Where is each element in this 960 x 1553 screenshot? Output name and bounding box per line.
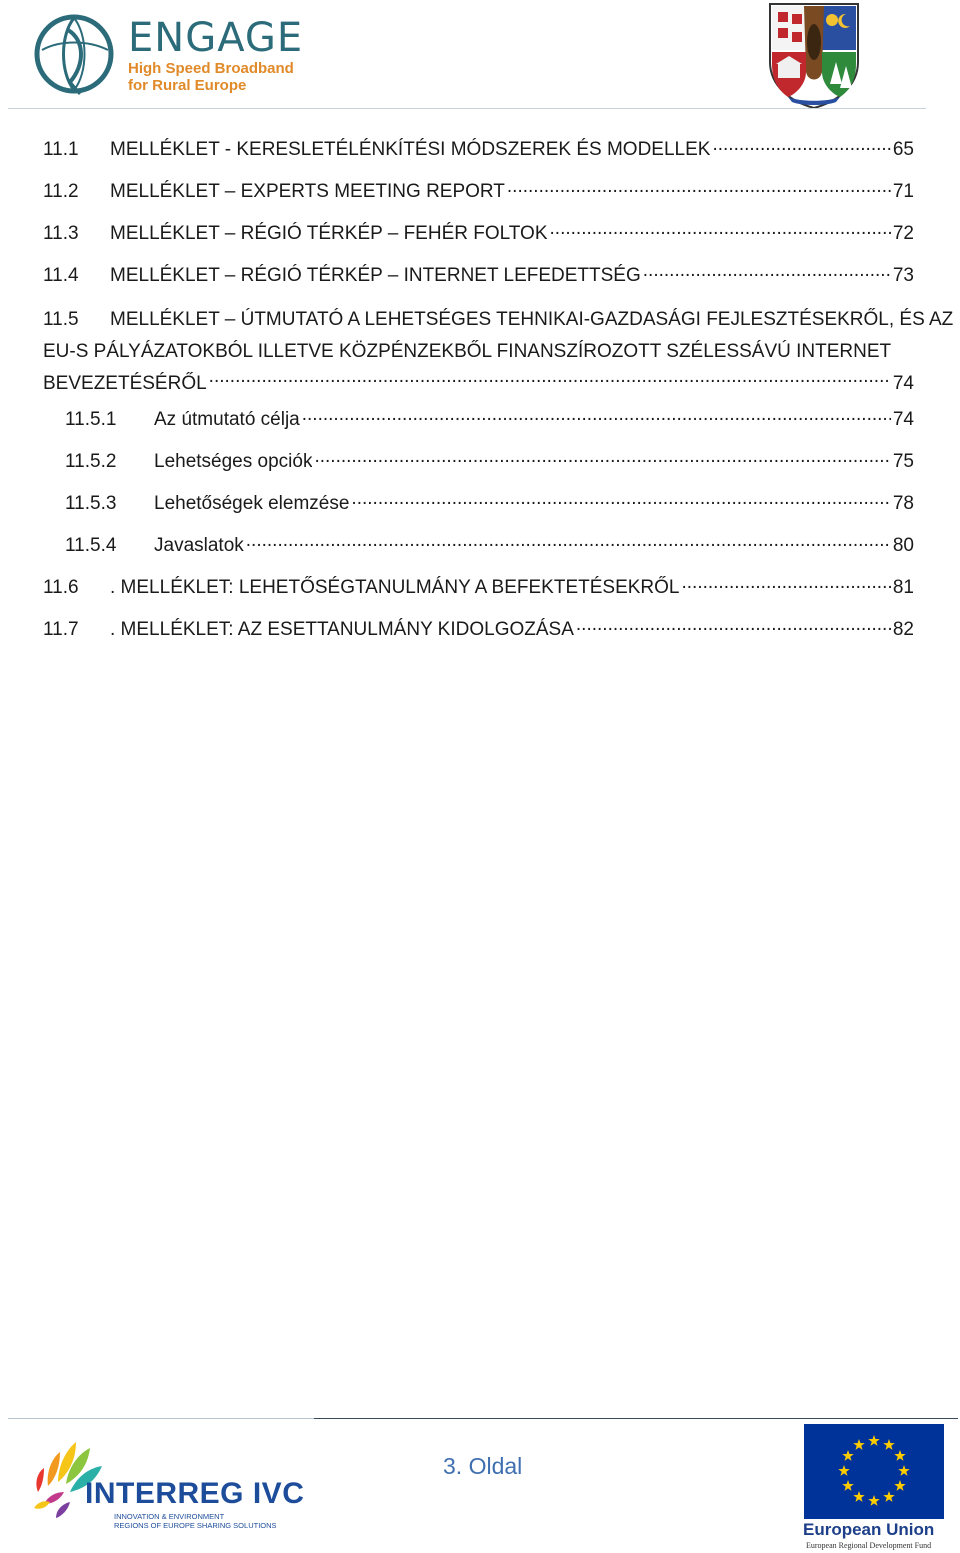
eu-fund-label: European Regional Development Fund [806, 1541, 932, 1550]
page-header [0, 0, 960, 112]
toc-dot-leader [209, 370, 891, 389]
eu-flag-icon [804, 1424, 944, 1519]
toc-number: 11.3 [43, 223, 79, 244]
toc-title: MELLÉKLET – RÉGIÓ TÉRKÉP – FEHÉR FOLTOK [110, 223, 548, 244]
toc-title: Lehetséges opciók [154, 451, 313, 472]
toc-number: 11.7 [43, 619, 79, 640]
engage-tagline-1: High Speed Broadband [128, 60, 294, 77]
toc-entry-11-2[interactable] [43, 178, 914, 220]
toc-dot-leader [302, 406, 891, 425]
toc-entry-11-5-4[interactable] [43, 532, 914, 574]
toc-dot-leader [550, 220, 891, 239]
engage-globe-icon [30, 10, 120, 100]
toc-dot-leader [576, 616, 891, 635]
toc-entry-11-1[interactable] [43, 136, 914, 178]
coat-of-arms-icon [766, 2, 862, 110]
interreg-subtitle [114, 1512, 277, 1530]
toc-page-number: 65 [892, 139, 914, 160]
toc-number: 11.5.2 [65, 451, 117, 472]
toc-page-number: 75 [892, 451, 914, 472]
toc-dot-leader [507, 178, 891, 197]
toc-title-part-2: EU-S PÁLYÁZATOKBÓL ILLETVE KÖZPÉNZEKBŐL FINANSZÍROZOTT SZÉLESSÁVÚ INTERNET [43, 341, 892, 362]
toc-title: Az útmutató célja [154, 409, 300, 430]
toc-page-number: 81 [892, 577, 914, 598]
toc-entry-11-5-1[interactable] [43, 406, 914, 448]
toc-page-number: 74 [892, 373, 914, 394]
toc-number: 11.5.4 [65, 535, 117, 556]
toc-title-line-1 [43, 304, 954, 336]
toc-page-number: 74 [892, 409, 914, 430]
toc-title: . MELLÉKLET: LEHETŐSÉGTANULMÁNY A BEFEKTETÉSEKRŐL [110, 577, 680, 598]
engage-tagline-2: for Rural Europe [128, 77, 247, 94]
toc-title-line-3 [43, 368, 914, 400]
toc-number: 11.4 [43, 265, 79, 286]
header-divider [8, 108, 926, 109]
page-number: 3. Oldal [443, 1453, 523, 1479]
toc-title: . MELLÉKLET: AZ ESETTANULMÁNY KIDOLGOZÁSA [110, 619, 574, 640]
toc-title-part-3: BEVEZETÉSÉRŐL [43, 373, 207, 394]
interreg-logo [30, 1432, 310, 1532]
toc-entry-11-5[interactable] [43, 304, 954, 406]
footer-divider-accent [314, 1418, 958, 1419]
toc-title: MELLÉKLET – RÉGIÓ TÉRKÉP – INTERNET LEFEDETTSÉG [110, 265, 641, 286]
toc-entry-11-5-2[interactable] [43, 448, 914, 490]
toc-number: 11.6 [43, 577, 79, 598]
toc-dot-leader [712, 136, 890, 155]
engage-logo [30, 10, 304, 100]
toc-dot-leader [314, 448, 890, 467]
toc-entry-11-6[interactable] [43, 574, 914, 616]
toc-number: 11.5.3 [65, 493, 117, 514]
toc-number: 11.5.1 [65, 409, 117, 430]
toc-page-number: 82 [892, 619, 914, 640]
toc-entry-11-4[interactable] [43, 262, 914, 304]
toc-page-number: 78 [892, 493, 914, 514]
toc-title: MELLÉKLET – EXPERTS MEETING REPORT [110, 181, 505, 202]
toc-page-number: 80 [892, 535, 914, 556]
interreg-subtitle-line-2: REGIONS OF EUROPE SHARING SOLUTIONS [114, 1521, 277, 1530]
toc-dot-leader [351, 490, 890, 509]
toc-page-number: 73 [892, 265, 914, 286]
toc-entry-11-7[interactable] [43, 616, 914, 658]
toc-dot-leader [246, 532, 891, 551]
engage-wordmark [128, 16, 303, 94]
toc-page-number: 71 [892, 181, 914, 202]
toc-entry-11-5-3[interactable] [43, 490, 914, 532]
eu-label: European Union [803, 1520, 935, 1539]
toc-title: Javaslatok [154, 535, 244, 556]
toc-title: Lehetőségek elemzése [154, 493, 350, 514]
toc-title-part-1: MELLÉKLET – ÚTMUTATÓ A LEHETSÉGES TEHNIKAI-GAZDASÁGI FEJLESZTÉSEKRŐL, ÉS AZ [110, 309, 954, 330]
interreg-subtitle-line-1: INNOVATION & ENVIRONMENT [114, 1512, 225, 1521]
toc-number: 11.1 [43, 139, 79, 160]
toc-number: 11.2 [43, 181, 79, 202]
toc-page-number: 72 [892, 223, 914, 244]
toc-entry-11-3[interactable] [43, 220, 914, 262]
toc-number: 11.5 [43, 309, 79, 330]
engage-title: ENGAGE [128, 15, 304, 61]
toc-title: MELLÉKLET - KERESLETÉLÉNKÍTÉSI MÓDSZEREK ÉS MODELLEK [110, 139, 711, 160]
toc-dot-leader [681, 574, 890, 593]
interreg-title: INTERREG IVC [85, 1477, 305, 1510]
toc-dot-leader [643, 262, 891, 281]
table-of-contents [43, 136, 954, 658]
